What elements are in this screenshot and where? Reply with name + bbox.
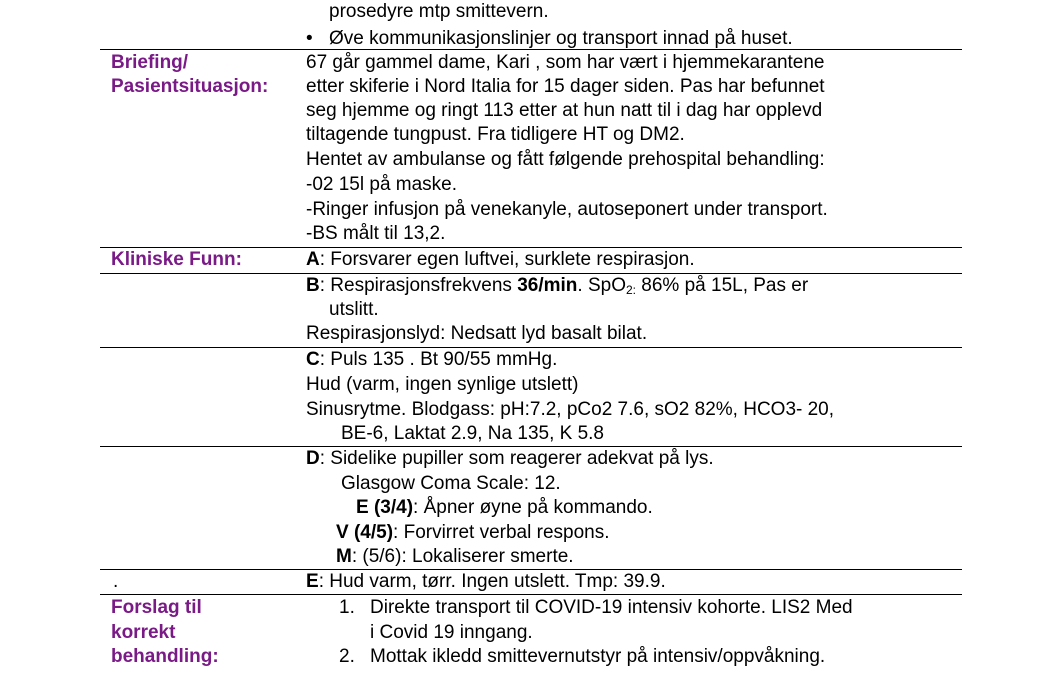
finding-b-mid: . SpO bbox=[577, 275, 626, 296]
treatment-label-3: behandling: bbox=[111, 646, 219, 667]
briefing-label-1: Briefing/ bbox=[111, 52, 189, 73]
finding-d-letter: D bbox=[306, 448, 320, 469]
finding-b-sub: 2: bbox=[625, 283, 636, 297]
gcs-eye bbox=[356, 496, 653, 520]
gcs-motor-label: M bbox=[336, 546, 352, 567]
gcs-verbal-text: : Forvirret verbal respons. bbox=[393, 522, 610, 543]
intro-line-1: prosedyre mtp smittevern. bbox=[329, 1, 549, 22]
finding-c-skin: Hud (varm, ingen synlige utslett) bbox=[306, 374, 579, 395]
finding-d-text: : Sidelike pupiller som reagerer adekvat på lys. bbox=[319, 448, 714, 469]
row-divider bbox=[100, 594, 962, 595]
treatment-num: 2. bbox=[339, 646, 355, 667]
row-dot: . bbox=[113, 571, 119, 592]
row-divider bbox=[100, 49, 962, 50]
briefing-line: Hentet av ambulanse og fått følgende prehospital behandling: bbox=[306, 149, 825, 170]
treatment-num: 1. bbox=[339, 597, 355, 618]
treatment-item-line: Direkte transport til COVID-19 intensiv kohorte. LIS2 Med bbox=[370, 597, 853, 618]
treatment-item-line: i Covid 19 inngang. bbox=[370, 622, 533, 643]
clinical-label: Kliniske Funn: bbox=[111, 249, 242, 270]
gcs-line: Glasgow Coma Scale: 12. bbox=[341, 473, 561, 494]
briefing-line: -Ringer infusjon på venekanyle, autoseponert under transport. bbox=[306, 199, 828, 220]
briefing-line: etter skiferie i Nord Italia for 15 dager siden. Pas har befunnet bbox=[306, 76, 825, 97]
gcs-eye-label: E (3/4) bbox=[356, 497, 414, 518]
gcs-motor bbox=[336, 545, 574, 569]
finding-e-text: : Hud varm, tørr. Ingen utslett. Tmp: 39.9. bbox=[318, 571, 666, 592]
bullet-icon: • bbox=[306, 28, 313, 49]
treatment-item-line: Mottak ikledd smittevernutstyr på intensiv/oppvåkning. bbox=[370, 646, 826, 667]
resp-rate: 36/min bbox=[517, 275, 578, 296]
intro-line-2: Øve kommunikasjonslinjer og transport innad på huset. bbox=[329, 28, 793, 49]
finding-a-text: : Forsvarer egen luftvei, surklete respirasjon. bbox=[319, 249, 695, 270]
finding-b-post: 86% på 15L, Pas er bbox=[636, 275, 809, 296]
briefing-label-2: Pasientsituasjon: bbox=[111, 76, 269, 97]
briefing-line: 67 går gammel dame, Kari , som har vært i hjemmekarantene bbox=[306, 52, 825, 73]
treatment-label-2: korrekt bbox=[111, 622, 176, 643]
briefing-line: tiltagende tungpust. Fra tidligere HT og DM2. bbox=[306, 124, 685, 145]
gcs-motor-text: : (5/6): Lokaliserer smerte. bbox=[351, 546, 574, 567]
finding-c-letter: C bbox=[306, 349, 320, 370]
finding-b-pre: : Respirasjonsfrekvens bbox=[319, 275, 518, 296]
resp-sound: Respirasjonslyd: Nedsatt lyd basalt bilat. bbox=[306, 323, 648, 344]
finding-e bbox=[306, 570, 666, 594]
gcs-verbal-label: V (4/5) bbox=[336, 522, 394, 543]
finding-c bbox=[306, 348, 557, 372]
gcs-verbal bbox=[336, 521, 610, 545]
finding-c-text: : Puls 135 . Bt 90/55 mmHg. bbox=[319, 349, 558, 370]
finding-d bbox=[306, 447, 714, 471]
finding-c-gas-2: BE-6, Laktat 2.9, Na 135, K 5.8 bbox=[341, 423, 604, 444]
finding-b bbox=[306, 274, 808, 298]
finding-a-letter: A bbox=[306, 249, 320, 270]
finding-c-gas: Sinusrytme. Blodgass: pH:7.2, pCo2 7.6, sO2 82%, HCO3- 20, bbox=[306, 399, 835, 420]
gcs-eye-text: : Åpner øyne på kommando. bbox=[413, 497, 653, 518]
finding-e-letter: E bbox=[306, 571, 319, 592]
briefing-line: -BS målt til 13,2. bbox=[306, 223, 446, 244]
finding-a bbox=[306, 248, 695, 272]
briefing-line: -02 15l på maske. bbox=[306, 174, 458, 195]
finding-b-cont: utslitt. bbox=[329, 299, 379, 320]
briefing-line: seg hjemme og ringt 113 etter at hun natt til i dag har opplevd bbox=[306, 100, 823, 121]
finding-b-letter: B bbox=[306, 275, 320, 296]
treatment-label-1: Forslag til bbox=[111, 597, 202, 618]
